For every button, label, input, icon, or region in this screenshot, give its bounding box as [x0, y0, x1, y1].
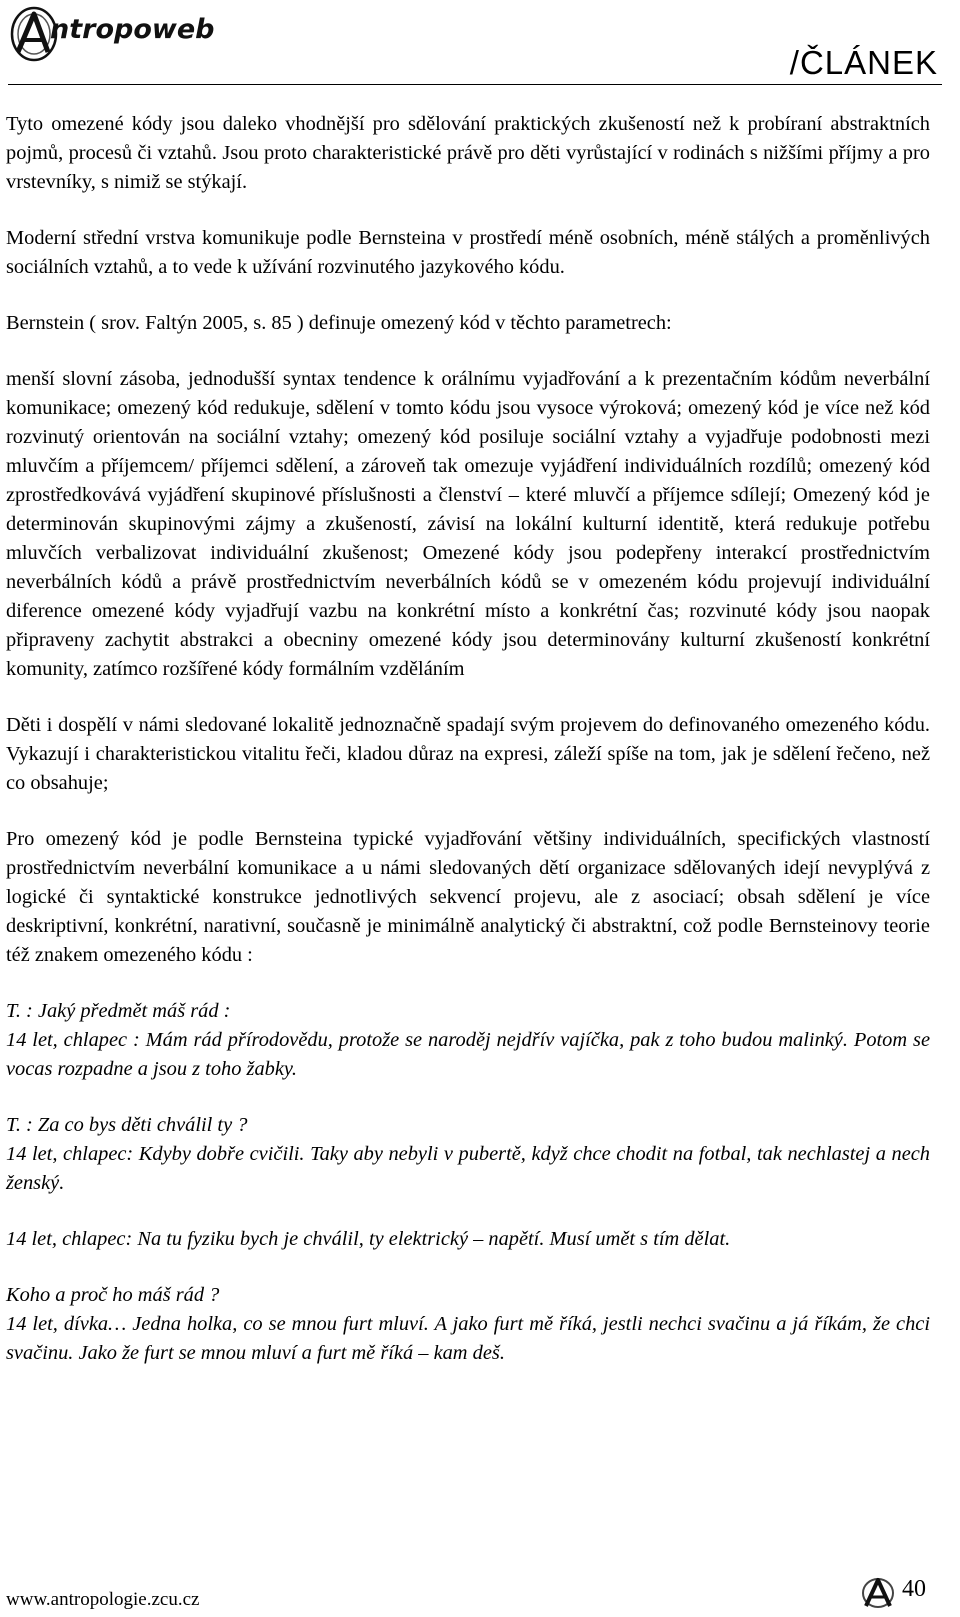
page-number: 40 — [902, 1576, 926, 1602]
page-footer — [0, 1540, 960, 1617]
dialogue-answer: 14 let, chlapec: Kdyby dobře cvičili. Taky aby nebyli v pubertě, když chce chodit na fotbal, tak nechlastej a nech ženský. — [6, 1143, 930, 1194]
article-body — [6, 110, 930, 1395]
paragraph: Tyto omezené kódy jsou daleko vhodnější pro sdělování praktických zkušeností než k probíraní abstraktních pojmů, procesů či vztahů. Jsou proto charakteristické právě pro děti vyrůstající v rodinách s nižšími příjmy a pro vrstevníky, s nimiž se stýkají. — [6, 113, 930, 193]
dialogue-answer: 14 let, chlapec: Na tu fyziku bych je chválil, ty elektrický – napětí. Musí umět s tím dělat. — [6, 1228, 731, 1250]
dialogue-question: Koho a proč ho máš rád ? — [6, 1284, 220, 1306]
dialogue-answer: 14 let, chlapec : Mám rád přírodovědu, protože se naroděj nejdřív vajíčka, pak z toho budou malinký. Potom se vocas rozpadne a jsou z toho žabky. — [6, 1029, 930, 1080]
header-divider — [8, 84, 942, 85]
section-label: /ČLÁNEK — [789, 44, 938, 81]
paragraph: Pro omezený kód je podle Bernsteina typické vyjadřování většiny individuálních, specifických vlastností prostřednictvím neverbální komunikace a u námi sledovaných dětí organizace sdělovaných idejí nevyplývá z logické či syntaktické konstrukce jednotlivých sekvencí projevu, ale z asociací; obsah sdělení je více deskriptivní, konkrétní, narativní, současně je minimálně analytický či abstraktní, což podle Bernsteinovy teorie též znakem omezeného kódu : — [6, 828, 930, 966]
paragraph: Děti i dospělí v námi sledované lokalitě jednoznačně spadají svým projevem do definovaného omezeného kódu. Vykazují i charakteristickou vitalitu řeči, kladou důraz na expresi, záleží spíše na tom, jak je sdělení řečeno, než co obsahuje; — [6, 714, 930, 794]
page-header — [0, 0, 960, 90]
logo-text: ntropoweb — [50, 14, 215, 45]
dialogue-question: T. : Jaký předmět máš rád : — [6, 1000, 231, 1022]
paragraph: Moderní střední vrstva komunikuje podle Bernsteina v prostředí méně osobních, méně stálých a proměnlivých sociálních vztahů, a to vede k užívání rozvinutého jazykového kódu. — [6, 227, 930, 278]
antropoweb-logo — [8, 2, 238, 66]
paragraph: menší slovní zásoba, jednodušší syntax tendence k orálnímu vyjadřování a k prezentačním kódům neverbální komunikace; omezený kód redukuje, sdělení v tomto kódu jsou vysoce výroková; omezený kód je více než kód rozvinutý orientován na sociální vztahy; omezený kód posiluje sociální vztahy a vyjadřuje podobnosti mezi mluvčím a příjemcem/ příjemci sdělení, a zároveň tak omezuje vyjádření individuálních rozdílů; omezený kód zprostředkovává vyjádření skupinové příslušnosti a členství – které mluvčí a příjemce sdílejí; Omezený kód je determinován skupinovými zájmy a zkušeností, závisí na lokální kulturní identitě, která redukuje potřebu mluvčích verbalizovat individuální zkušenost; Omezené kódy jsou podepřeny interakcí prostřednictvím neverbálních kódů a právě prostřednictvím neverbálních kódů se v omezeném kódu projevují individuální diference omezené kódy vyjadřují vazbu na konkrétní místo a konkrétní čas; rozvinuté kódy jsou naopak připraveny zachytit abstrakci a obecniny omezené kódy jsou determinovány kulturní zkušeností konkrétní komunity, zatímco rozšířené kódy formálním vzděláním — [6, 368, 930, 680]
dialogue-answer: 14 let, dívka… Jedna holka, co se mnou furt mluví. A jako furt mě říká, jestli nechci svačinu a já říkám, že chci svačinu. Jako že furt se mnou mluví a furt mě říká – kam deš. — [6, 1313, 930, 1364]
paragraph: Bernstein ( srov. Faltýn 2005, s. 85 ) definuje omezený kód v těchto parametrech: — [6, 312, 672, 334]
antropoweb-small-emblem-icon — [860, 1576, 896, 1610]
dialogue-question: T. : Za co bys děti chválil ty ? — [6, 1114, 248, 1136]
footer-url: www.antropologie.zcu.cz — [6, 1589, 200, 1610]
